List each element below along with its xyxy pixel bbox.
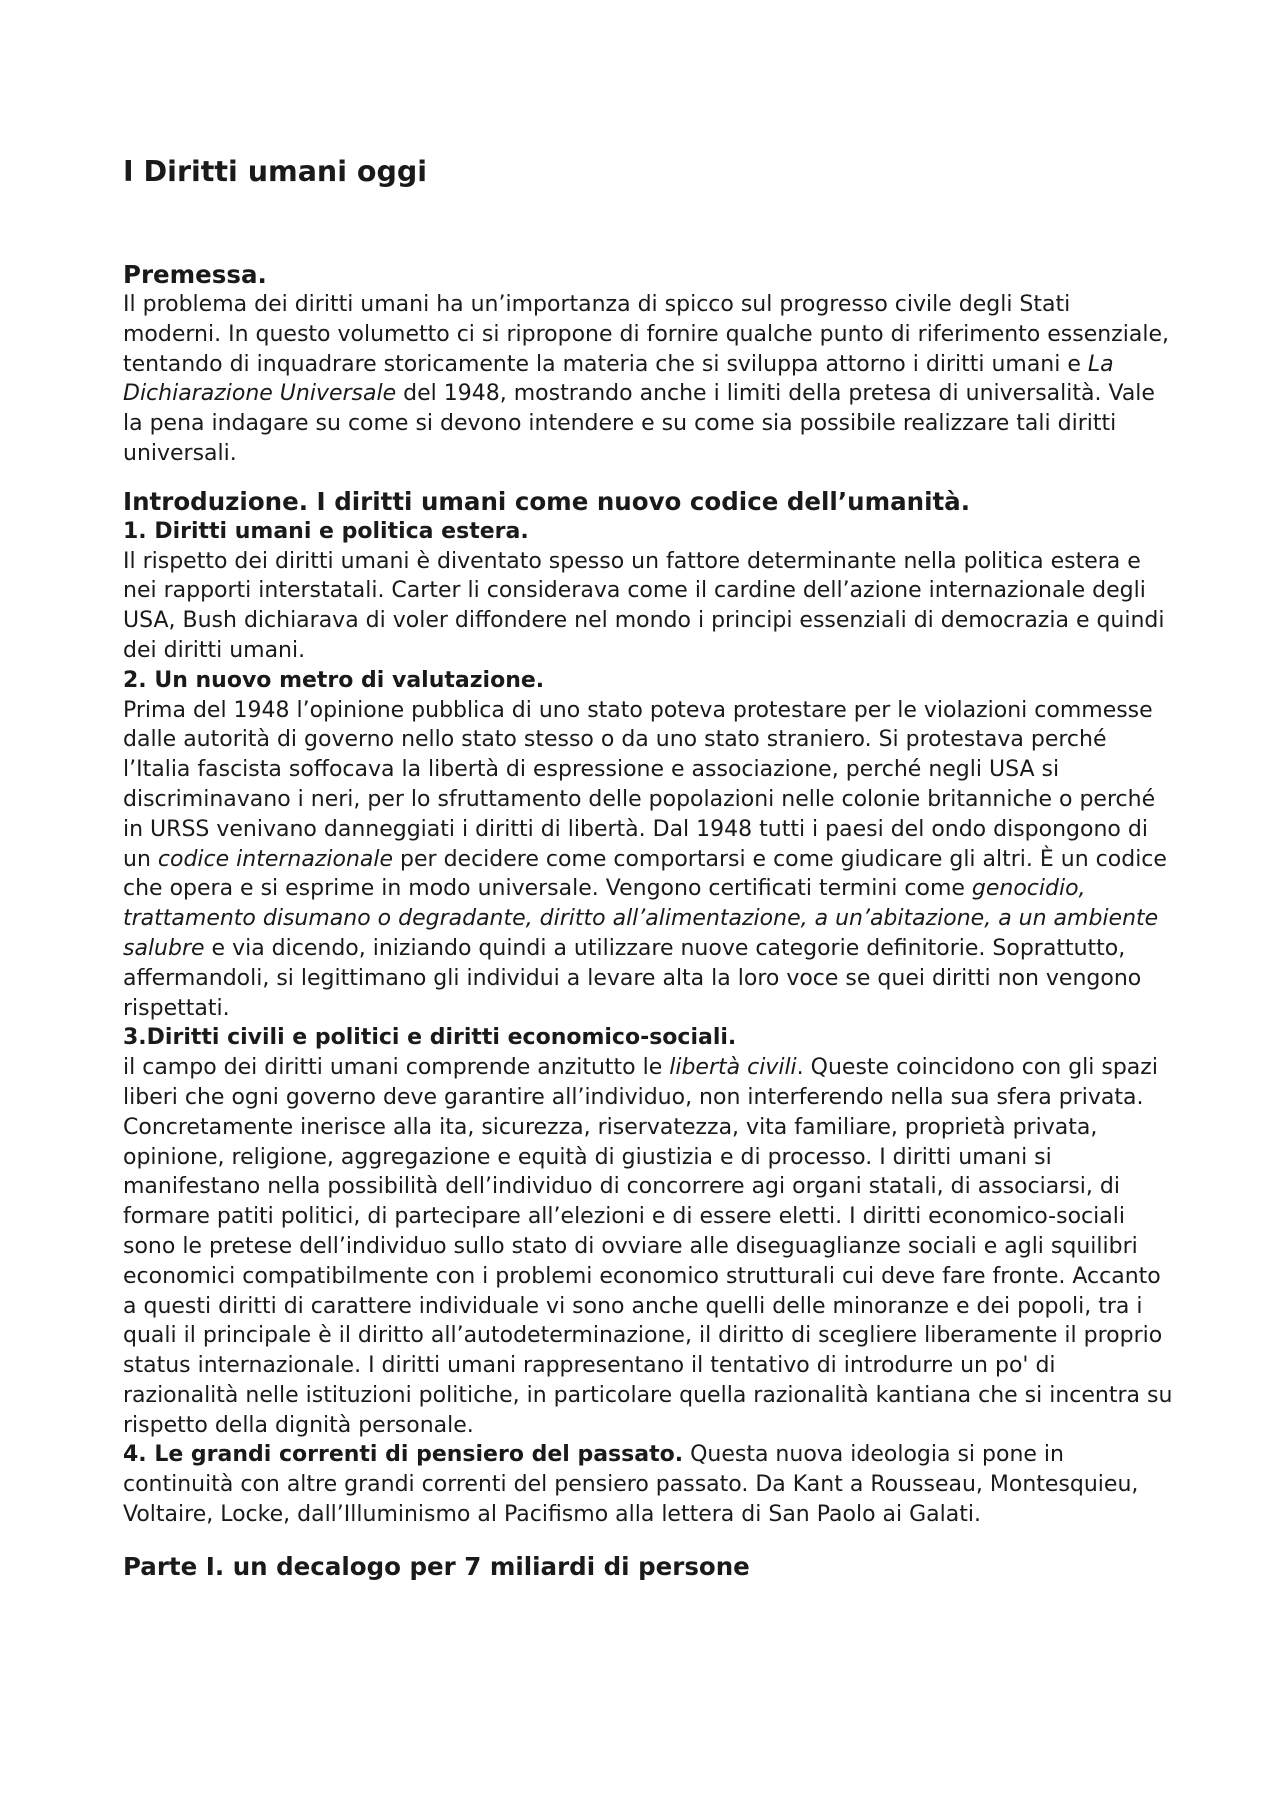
section-1-title: 1. Diritti umani e politica estera.: [123, 518, 529, 544]
premessa-italic-dichiarazione: La Dichiarazione Universale: [123, 351, 1114, 407]
document-title: I Diritti umani oggi: [123, 155, 428, 188]
section-2-italic-terms: genocidio, trattamento disumano o degradante, diritto all’alimentazione, a un’abitazione, a un ambiente salubre: [123, 876, 1159, 961]
section-3-text-1: il campo dei diritti umani comprende anzitutto le: [123, 1055, 670, 1081]
section-4-body: Questa nuova ideologia si pone in continuità con altre grandi correnti del pensiero passato. Da Kant a Rousseau, Montesquieu, Voltaire, Locke, dall’Illuminismo al Pacifismo alla lettera di San Paolo ai Galati.: [123, 1442, 1139, 1528]
section-3-italic-liberta: libertà civili: [669, 1055, 797, 1081]
premessa-paragraph: [123, 290, 1175, 469]
section-2-italic-codice: codice internazionale: [157, 846, 394, 872]
premessa-heading: Premessa.: [123, 260, 267, 289]
premessa-text-1: Il problema dei diritti umani ha un’importanza di spicco sul progresso civile degli Stati moderni. In questo volumetto ci si ripropone di fornire qualche punto di riferimento essenziale, tentando di inquadrare storicamente la materia che si sviluppa attorno i diritti umani e: [123, 292, 1169, 377]
section-2: [123, 666, 1175, 1024]
section-4-title: 4. Le grandi correnti di pensiero del passato.: [123, 1442, 684, 1468]
section-4: [123, 1440, 1175, 1529]
section-1: [123, 517, 1175, 666]
section-2-title: 2. Un nuovo metro di valutazione.: [123, 667, 545, 693]
section-3: [123, 1023, 1175, 1440]
section-3-text-2: . Queste coincidono con gli spazi liberi che ogni governo deve garantire all’individuo, non interferendo nella sua sfera privata. Concretamente inerisce alla ita, sicurezza, riservatezza, vita familiare, proprietà privata, opinione, religione, aggregazione e equità di giustizia e di processo. I diritti umani si manifestano nella possibilità dell’individuo di concorrere agi organi statali, di associarsi, di formare patiti politici, di partecipare all’elezioni e di essere eletti. I diritti economico-sociali sono le pretese dell’individuo sullo stato di ovviare alle diseguaglianze sociali e agli squilibri economici compatibilmente con i problemi economico strutturali cui deve fare fronte. Accanto a questi diritti di carattere individuale vi sono anche quelli delle minoranze e dei popoli, tra i quali il principale è il diritto all’autodeterminazione, il diritto di scegliere liberamente il proprio status internazionale. I diritti umani rappresentano il tentativo di introdurre un po' di razionalità nelle istituzioni politiche, in particolare quella razionalità kantiana che si incentra su rispetto della dignità personale.: [123, 1055, 1173, 1438]
section-2-text-1: Prima del 1948 l’opinione pubblica di uno stato poteva protestare per le violazioni commesse dalle autorità di governo nello stato stesso o da uno stato straniero. Si protestava perché l’Italia fascista soffocava la libertà di espressione e associazione, perché negli USA si discriminavano i neri, per lo sfruttamento delle popolazioni nelle colonie britanniche o perché in URSS venivano danneggiati i diritti di libertà. Dal 1948 tutti i paesi del ondo dispongono di un: [123, 697, 1156, 872]
premessa-text-2: del 1948, mostrando anche i limiti della pretesa di universalità. Vale la pena indagare su come si devono intendere e su come sia possibile realizzare tali diritti universali.: [123, 381, 1155, 466]
section-3-title: 3.Diritti civili e politici e diritti economico-sociali.: [123, 1025, 737, 1051]
section-2-text-2: per decidere come comportarsi e come giudicare gli altri. È un codice che opera e si esprime in modo universale. Vengono certificati termini come: [123, 846, 1167, 902]
parte-1-heading: Parte I. un decalogo per 7 miliardi di persone: [123, 1551, 750, 1581]
section-2-text-3: e via dicendo, iniziando quindi a utilizzare nuove categorie definitorie. Soprattutto, affermandoli, si legittimano gli individui a levare alta la loro voce se quei diritti non vengono rispettati.: [123, 935, 1142, 1021]
section-1-body: Il rispetto dei diritti umani è diventato spesso un fattore determinante nella politica estera e nei rapporti interstatali. Carter li considerava come il cardine dell’azione internazionale degli USA, Bush dichiarava di voler diffondere nel mondo i principi essenziali di democrazia e quindi dei diritti umani.: [123, 548, 1165, 663]
introduzione-heading: Introduzione. I diritti umani come nuovo codice dell’umanità.: [123, 486, 971, 516]
